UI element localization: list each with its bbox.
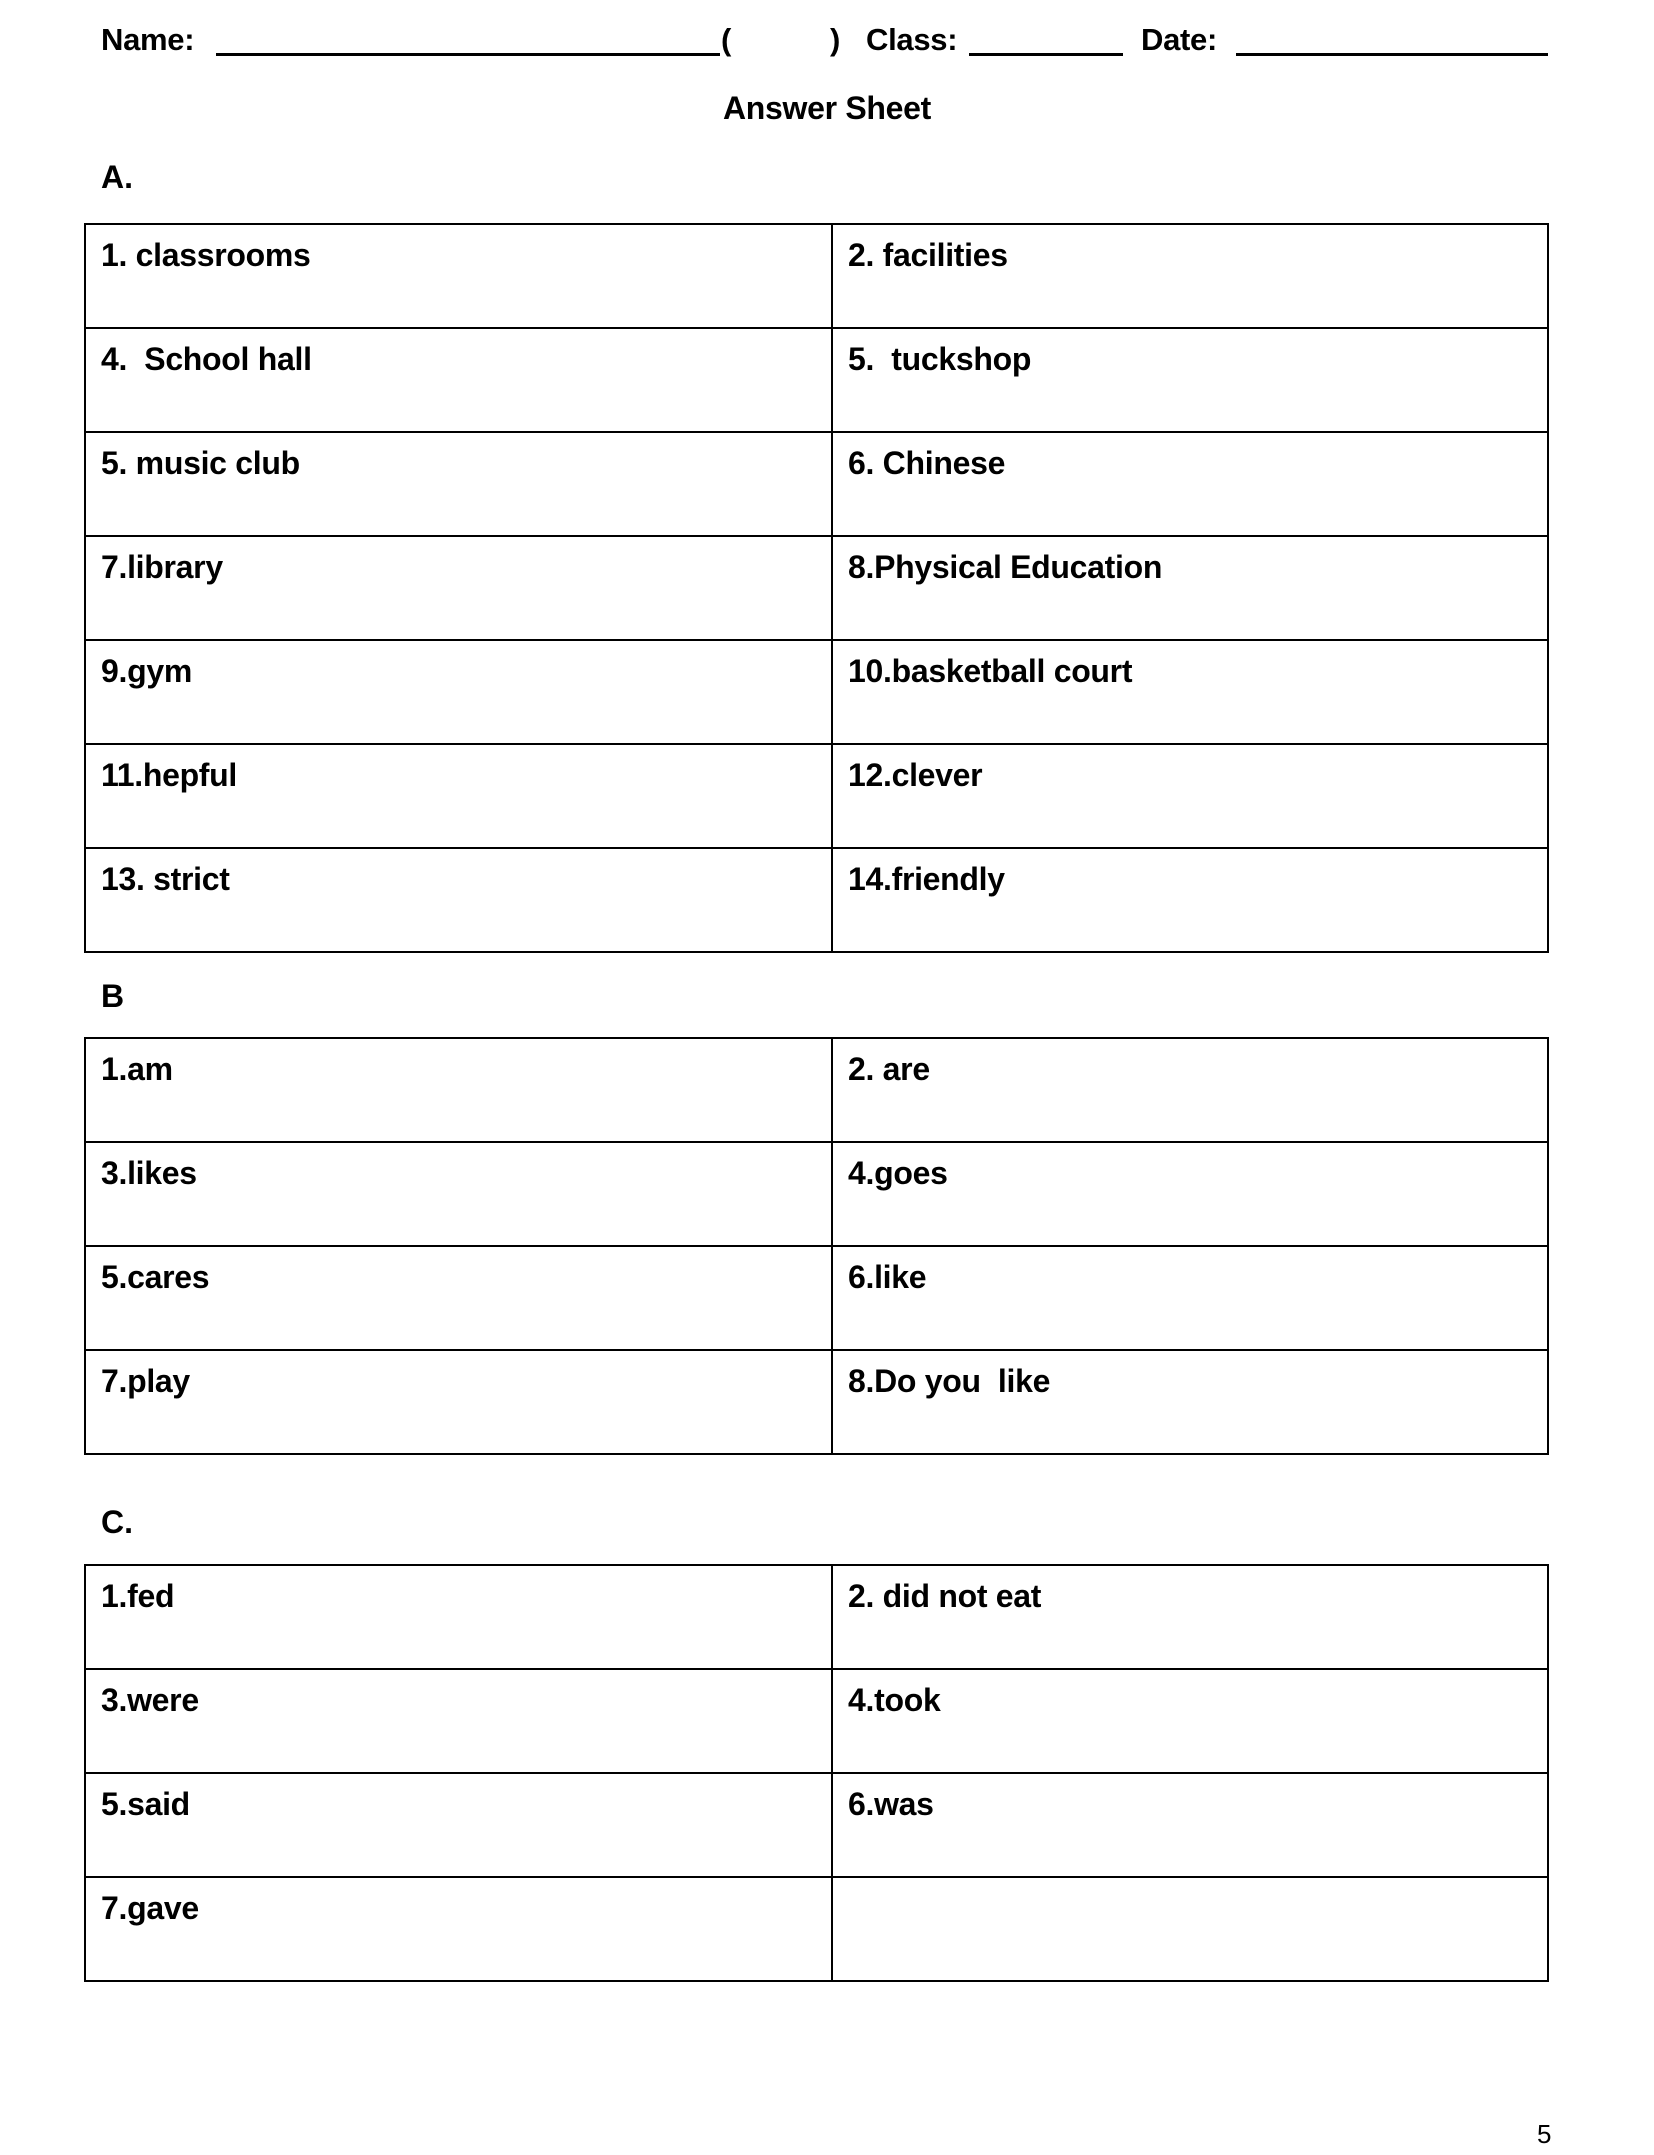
name-label: Name: (101, 22, 195, 57)
table-row (85, 1669, 1548, 1773)
answer-cell: 2. are (832, 1038, 1548, 1142)
answer-cell: 5.cares (85, 1246, 832, 1350)
answer-cell: 6. Chinese (832, 432, 1548, 536)
table-row (85, 1773, 1548, 1877)
table-row (85, 1877, 1548, 1981)
class-field[interactable] (969, 53, 1123, 56)
section-a-table (84, 223, 1549, 953)
table-row (85, 744, 1548, 848)
answer-cell: 6.was (832, 1773, 1548, 1877)
answer-cell: 5. music club (85, 432, 832, 536)
table-row (85, 328, 1548, 432)
answer-cell: 8.Physical Education (832, 536, 1548, 640)
answer-cell: 4.goes (832, 1142, 1548, 1246)
table-row (85, 1565, 1548, 1669)
table-row (85, 1350, 1548, 1454)
table-row (85, 1038, 1548, 1142)
answer-cell: 14.friendly (832, 848, 1548, 952)
answer-cell: 4.took (832, 1669, 1548, 1773)
answer-cell: 2. did not eat (832, 1565, 1548, 1669)
table-row (85, 224, 1548, 328)
open-paren: ( (721, 22, 732, 57)
date-field[interactable] (1236, 53, 1548, 56)
answer-cell: 5.said (85, 1773, 832, 1877)
table-row (85, 1246, 1548, 1350)
section-b-label: B (101, 978, 125, 1014)
date-label: Date: (1141, 22, 1218, 57)
answer-cell: 7.play (85, 1350, 832, 1454)
answer-cell: 9.gym (85, 640, 832, 744)
table-row (85, 536, 1548, 640)
answer-cell-empty (832, 1877, 1548, 1981)
answer-cell: 8.Do you like (832, 1350, 1548, 1454)
answer-cell: 3.were (85, 1669, 832, 1773)
answer-cell: 1.am (85, 1038, 832, 1142)
page-title: Answer Sheet (722, 90, 932, 126)
answer-cell: 1.fed (85, 1565, 832, 1669)
answer-cell: 1. classrooms (85, 224, 832, 328)
answer-cell: 12.clever (832, 744, 1548, 848)
table-row (85, 848, 1548, 952)
answer-cell: 2. facilities (832, 224, 1548, 328)
answer-cell: 10.basketball court (832, 640, 1548, 744)
answer-cell: 7.library (85, 536, 832, 640)
index-number-field[interactable] (757, 20, 827, 60)
answer-cell: 6.like (832, 1246, 1548, 1350)
answer-cell: 4. School hall (85, 328, 832, 432)
answer-cell: 3.likes (85, 1142, 832, 1246)
section-c-table (84, 1564, 1549, 1982)
answer-cell: 13. strict (85, 848, 832, 952)
page-number: 5 (1537, 2119, 1552, 2149)
table-row (85, 640, 1548, 744)
table-row (85, 1142, 1548, 1246)
close-paren: ) (830, 22, 841, 57)
section-c-label: C. (101, 1504, 133, 1540)
answer-cell: 5. tuckshop (832, 328, 1548, 432)
class-label: Class: (866, 22, 958, 57)
answer-cell: 7.gave (85, 1877, 832, 1981)
name-field[interactable] (216, 53, 720, 56)
section-a-label: A. (101, 159, 133, 195)
table-row (85, 432, 1548, 536)
answer-cell: 11.hepful (85, 744, 832, 848)
section-b-table (84, 1037, 1549, 1455)
